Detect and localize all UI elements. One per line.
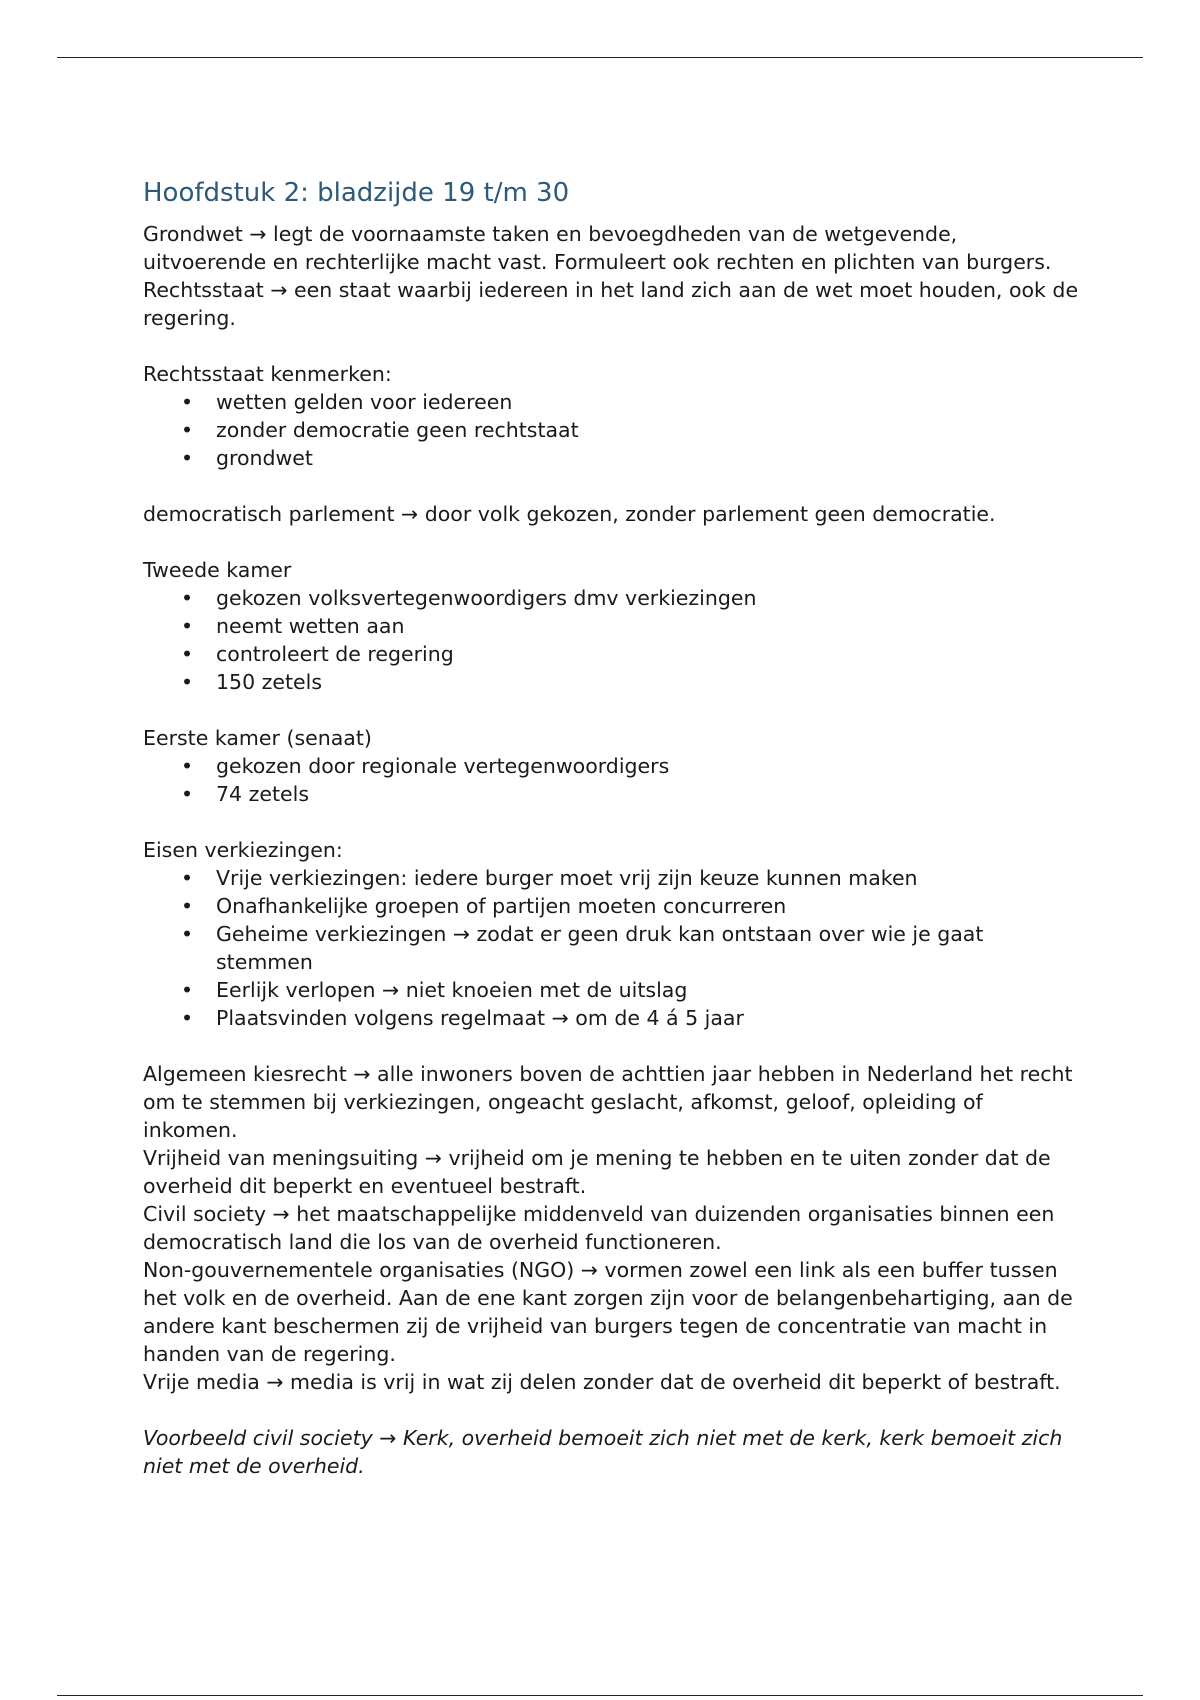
list-item [143,976,1083,1004]
list-item-text: Plaatsvinden volgens regelmaat → om de 4 á 5 jaar [216,1006,744,1030]
list-item-text: zonder democratie geen rechtstaat [216,418,579,442]
verkiezingen-title: Eisen verkiezingen: [143,838,343,862]
tweede-kamer-title: Tweede kamer [143,558,292,582]
example-civil-society: Voorbeeld civil society → Kerk, overheid bemoeit zich niet met de kerk, kerk bemoeit zich niet met de overheid. [143,1426,1063,1478]
tweede-kamer-list [143,584,1083,696]
eerste-kamer-title: Eerste kamer (senaat) [143,726,372,750]
spacer [143,528,1083,556]
list-item-text: grondwet [216,446,313,470]
list-item [143,444,1083,472]
list-item-text: Vrije verkiezingen: iedere burger moet vrij zijn keuze kunnen maken [216,866,918,890]
spacer [143,1032,1083,1060]
page-content [143,176,1083,1480]
definition-civil-society: Civil society → het maatschappelijke middenveld van duizenden organisaties binnen een democratisch land die los van de overheid functioneren. [143,1202,1055,1254]
list-item [143,780,1083,808]
list-item [143,584,1083,612]
bullet-icon: • [181,1006,194,1030]
list-item-text: Geheime verkiezingen → zodat er geen druk kan ontstaan over wie je gaat stemmen [216,922,984,974]
definition-vrije-media: Vrije media → media is vrij in wat zij delen zonder dat de overheid dit beperkt of bestraft. [143,1370,1061,1394]
bullet-icon: • [181,614,194,638]
spacer [143,1396,1083,1424]
list-item-text: gekozen door regionale vertegenwoordigers [216,754,670,778]
list-item-text: 150 zetels [216,670,323,694]
definition-ngo: Non-gouvernementele organisaties (NGO) → vormen zowel een link als een buffer tussen het volk en de overheid. Aan de ene kant zorgen zijn voor de belangenbehartiging, aan de andere kant beschermen zij de vrijheid van burgers tegen de concentratie van macht in handen van de regering. [143,1258,1073,1366]
list-item [143,668,1083,696]
bullet-icon: • [181,894,194,918]
definition-grondwet: Grondwet → legt de voornaamste taken en bevoegdheden van de wetgevende, uitvoerende en rechterlijke macht vast. Formuleert ook rechten en plichten van burgers. [143,222,1052,274]
footer-rule [57,1695,1143,1696]
list-item [143,612,1083,640]
spacer [143,332,1083,360]
list-item-text: Eerlijk verlopen → niet knoeien met de uitslag [216,978,688,1002]
list-item [143,864,1083,892]
list-item-text: controleert de regering [216,642,454,666]
chapter-heading: Hoofdstuk 2: bladzijde 19 t/m 30 [143,178,570,208]
list-item-text: neemt wetten aan [216,614,405,638]
list-item [143,752,1083,780]
list-item [143,892,1083,920]
definition-rechtsstaat: Rechtsstaat → een staat waarbij iedereen in het land zich aan de wet moet houden, ook de regering. [143,278,1079,330]
list-item [143,388,1083,416]
list-item [143,640,1083,668]
bullet-icon: • [181,446,194,470]
bullet-icon: • [181,642,194,666]
definition-meningsuiting: Vrijheid van meningsuiting → vrijheid om je mening te hebben en te uiten zonder dat de overheid dit beperkt en eventueel bestraft. [143,1146,1051,1198]
spacer [143,808,1083,836]
verkiezingen-list [143,864,1083,1032]
bullet-icon: • [181,418,194,442]
definition-kiesrecht: Algemeen kiesrecht → alle inwoners boven de achttien jaar hebben in Nederland het recht om te stemmen bij verkiezingen, ongeacht geslacht, afkomst, geloof, opleiding of inkomen. [143,1062,1073,1142]
bullet-icon: • [181,670,194,694]
bullet-icon: • [181,922,194,946]
eerste-kamer-list [143,752,1083,808]
list-item-text: gekozen volksvertegenwoordigers dmv verkiezingen [216,586,757,610]
list-item [143,920,1083,976]
bullet-icon: • [181,866,194,890]
list-item-text: 74 zetels [216,782,310,806]
header-rule [57,57,1143,58]
bullet-icon: • [181,586,194,610]
list-item-text: wetten gelden voor iedereen [216,390,513,414]
list-item-text: Onafhankelijke groepen of partijen moeten concurreren [216,894,787,918]
definition-parlement: democratisch parlement → door volk gekozen, zonder parlement geen democratie. [143,502,996,526]
list-item [143,1004,1083,1032]
list-item [143,416,1083,444]
bullet-icon: • [181,390,194,414]
spacer [143,472,1083,500]
spacer [143,696,1083,724]
bullet-icon: • [181,978,194,1002]
bullet-icon: • [181,754,194,778]
bullet-icon: • [181,782,194,806]
rechtsstaat-list [143,388,1083,472]
rechtsstaat-list-title: Rechtsstaat kenmerken: [143,362,392,386]
